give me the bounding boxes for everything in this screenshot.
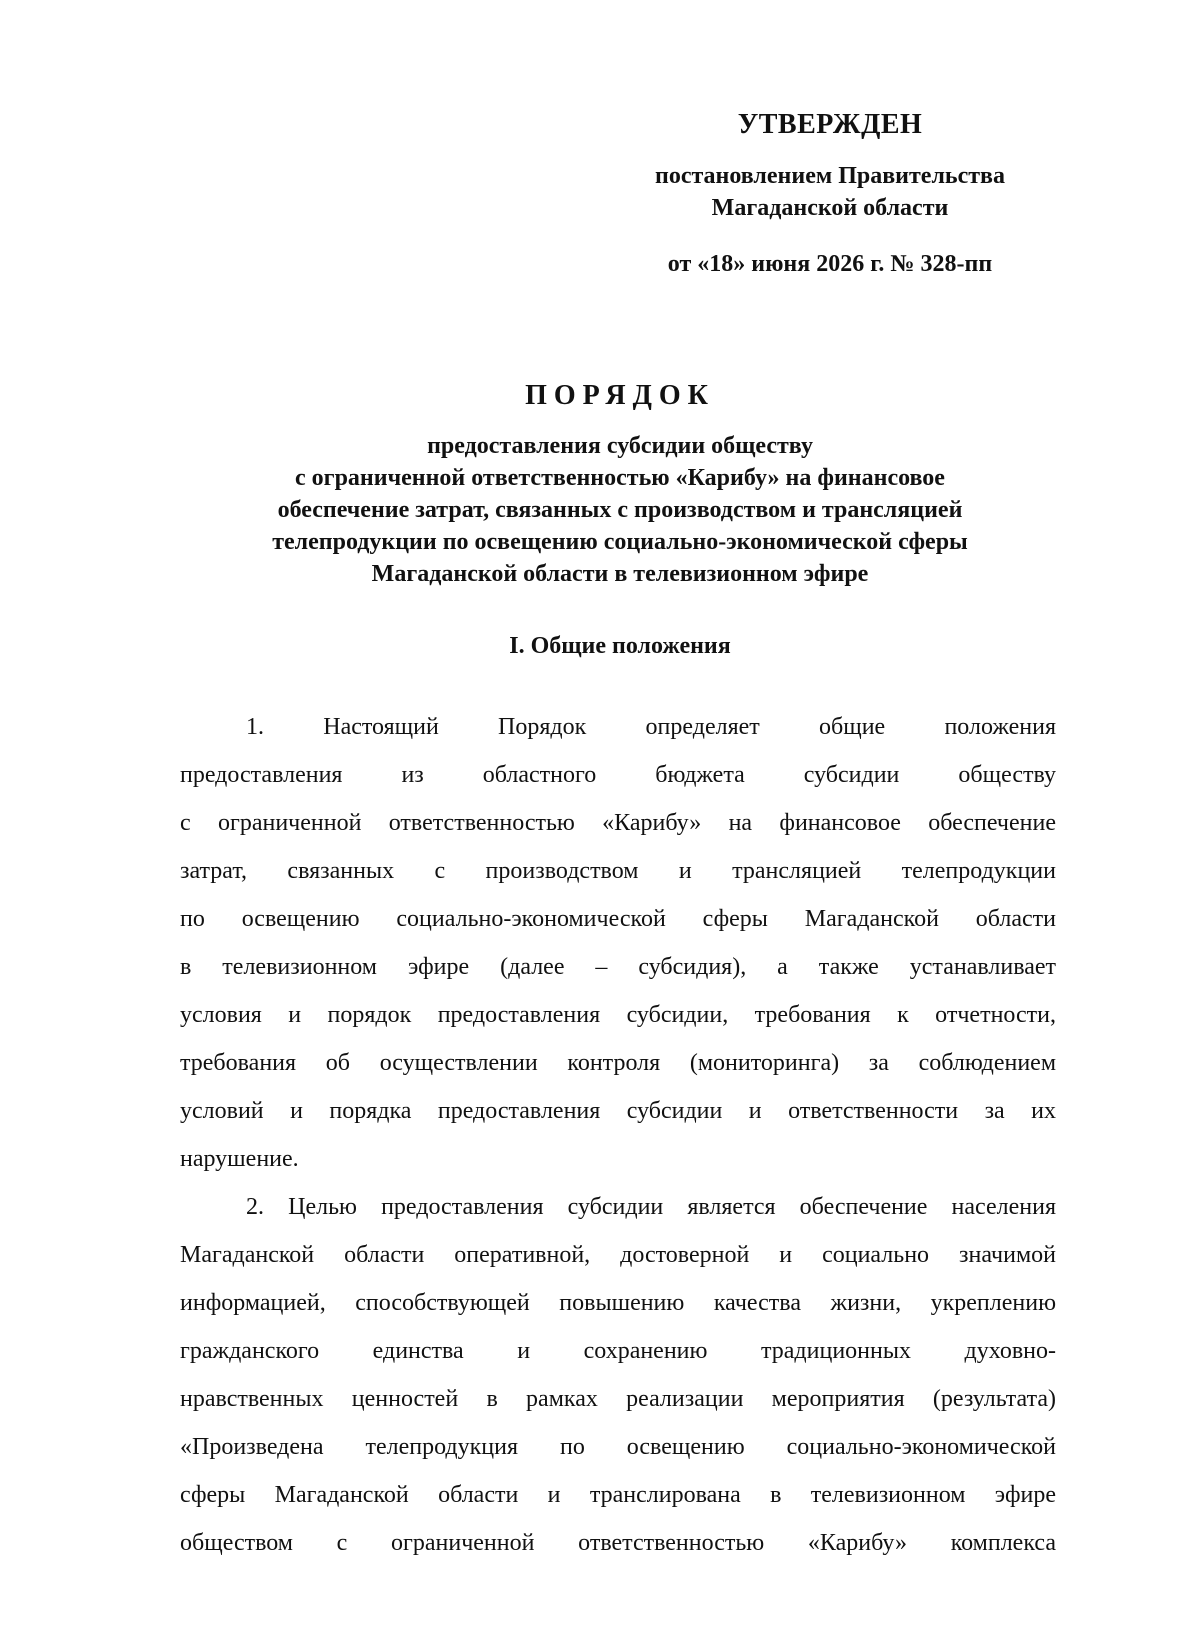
paragraph-2-line: Магаданской области оперативной, достоверной и социально значимой xyxy=(180,1242,1056,1268)
approval-line-1: постановлением Правительства xyxy=(654,163,1005,189)
paragraph-2-line: нравственных ценностей в рамках реализации мероприятия (результата) xyxy=(180,1386,1056,1412)
paragraph-1-line: требования об осуществлении контроля (мониторинга) за соблюдением xyxy=(180,1050,1056,1076)
document-subtitle-line: Магаданской области в телевизионном эфире xyxy=(371,561,869,587)
paragraph-1-line: по освещению социально-экономической сферы Магаданской области xyxy=(180,906,1056,932)
document-subtitle-line: телепродукции по освещению социально-экономической сферы xyxy=(272,529,968,555)
paragraph-2-line: «Произведена телепродукция по освещению социально-экономической xyxy=(180,1434,1056,1460)
paragraph-1-line: условия и порядок предоставления субсидии, требования к отчетности, xyxy=(180,1002,1056,1028)
document-body xyxy=(180,712,1056,1576)
paragraph-2-line: обществом с ограниченной ответственностью «Карибу» комплекса xyxy=(180,1530,1056,1556)
paragraph-2-line: сферы Магаданской области и транслирована в телевизионном эфире xyxy=(180,1482,1056,1508)
paragraph-1-line: затрат, связанных с производством и трансляцией телепродукции xyxy=(180,858,1056,884)
approval-date: от «18» июня 2026 г. № 328-пп xyxy=(667,251,993,277)
paragraph-2-line: 2. Целью предоставления субсидии является обеспечение населения xyxy=(246,1194,1056,1220)
approval-block xyxy=(570,108,1090,280)
paragraph-1-line: условий и порядка предоставления субсидии и ответственности за их xyxy=(180,1098,1056,1124)
document-subtitle-line: с ограниченной ответственностью «Карибу» на финансовое xyxy=(295,465,945,491)
paragraph-1-line: нарушение. xyxy=(180,1146,299,1172)
document-title: ПОРЯДОК xyxy=(525,380,715,411)
paragraph-2-line: гражданского единства и сохранению традиционных духовно- xyxy=(180,1338,1056,1364)
paragraph-1-line: предоставления из областного бюджета субсидии обществу xyxy=(180,762,1056,788)
paragraph-1-line: в телевизионном эфире (далее – субсидия), а также устанавливает xyxy=(180,954,1056,980)
section-heading: I. Общие положения xyxy=(509,633,731,659)
approval-line-2: Магаданской области xyxy=(711,195,949,221)
approval-heading: УТВЕРЖДЕН xyxy=(737,109,923,140)
paragraph-1-line: 1. Настоящий Порядок определяет общие положения xyxy=(246,714,1056,740)
paragraph-2-line: информацией, способствующей повышению качества жизни, укреплению xyxy=(180,1290,1056,1316)
paragraph-1-line: с ограниченной ответственностью «Карибу» на финансовое обеспечение xyxy=(180,810,1056,836)
document-subtitle-line: обеспечение затрат, связанных с производством и трансляцией xyxy=(277,497,963,523)
document-subtitle-line: предоставления субсидии обществу xyxy=(427,433,813,459)
document-title-block xyxy=(150,378,1090,590)
